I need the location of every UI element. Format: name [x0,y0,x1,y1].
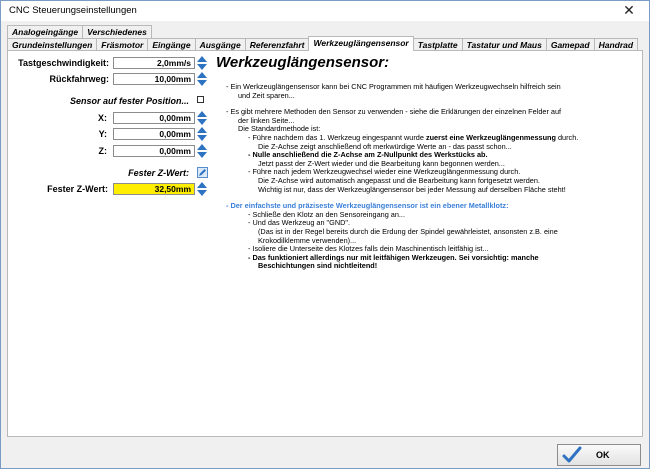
fester-z-wert-input[interactable]: 32,50mm [113,183,195,195]
tab-referenzfahrt[interactable]: Referenzfahrt [245,38,310,51]
tab-grundeinstellungen[interactable]: Grundeinstellungen [7,38,97,51]
decrease-icon[interactable] [196,63,207,70]
help-line: Beschichtungen sind nichtleitend! [258,261,378,271]
ok-label: OK [596,450,610,460]
increase-icon[interactable] [196,144,207,151]
fester-z-wert-spinner [196,182,207,196]
help-line: - Führe nach jedem Werkzeugwechsel wieder eine Werkzeuglängenmessung durch. [248,167,521,177]
y-label: Y: [98,129,107,139]
x-input[interactable]: 0,00mm [113,112,195,124]
tab-analogeingaenge[interactable]: Analogeingänge [7,25,83,38]
help-line: - Es gibt mehrere Methoden den Sensor zu verwenden - siehe die Erklärungen der einzelnen Felder auf [226,107,562,117]
rueckfahrweg-label: Rückfahrweg: [49,74,109,84]
help-line: (Das ist in der Regel bereits durch die Erdung der Spindel gewährleistet, ansonsten z.B. eine [258,226,558,236]
help-heading: Werkzeuglängensensor: [216,54,390,71]
help-line: und Zeit sparen... [238,90,295,100]
y-spinner [196,127,207,141]
tab-werkzeuglaengensensor[interactable]: Werkzeuglängensensor [308,36,413,51]
tab-eingaenge[interactable]: Eingänge [147,38,195,51]
increase-icon[interactable] [196,56,207,63]
help-line: - Führe nachdem das 1. Werkzeug eingespannt wurde zuerst eine Werkzeuglängenmessung durch. [248,132,579,142]
checkmark-icon [562,446,582,464]
tab-handrad[interactable]: Handrad [594,38,638,51]
decrease-icon[interactable] [196,79,207,86]
help-line: der linken Seite... [238,115,295,125]
help-line: - Und das Werkzeug an "GND". [248,218,350,228]
sensor-fest-label: Sensor auf fester Position... [69,96,189,106]
footer [1,438,649,468]
tab-gamepad[interactable]: Gamepad [546,38,595,51]
decrease-icon[interactable] [196,118,207,125]
help-line: Krokodilklemme verwenden)... [258,235,357,245]
x-label: X: [98,113,107,123]
sensor-fest-checkbox[interactable] [197,96,204,103]
help-line: - Schließe den Klotz an den Sensoreingang an... [248,209,405,219]
tab-row-1 [7,25,151,38]
increase-icon[interactable] [196,111,207,118]
tastgeschwindigkeit-input[interactable]: 2,0mm/s [113,57,195,69]
help-line: Die Z-Achse wird automatisch angepasst und die Bearbeitung kann fortgesetzt werden. [258,175,540,185]
rueckfahrweg-spinner [196,72,207,86]
tab-ausgaenge[interactable]: Ausgänge [195,38,246,51]
fester-z-wert-label: Fester Z-Wert: [47,184,108,194]
help-line: - Isoliere die Unterseite des Klotzes falls dein Maschinentisch leitfähig ist... [248,244,489,254]
help-line: - Ein Werkzeuglängensensor kann bei CNC Programmen mit häufigen Werkzeugwechseln hilfreich sein [226,82,561,91]
increase-icon[interactable] [196,182,207,189]
x-spinner [196,111,207,125]
ok-button[interactable] [557,444,641,466]
help-line: Jetzt passt der Z-Wert wieder und die Bearbeitung kann begonnen werden... [258,158,505,168]
rueckfahrweg-input[interactable]: 10,00mm [113,73,195,85]
help-line: - Nulle anschließend die Z-Achse am Z-Nullpunkt des Werkstücks ab. [248,150,488,160]
decrease-icon[interactable] [196,134,207,141]
help-line: - Der einfachste und präziseste Werkzeuglängensensor ist ein ebener Metallklotz: [226,201,509,211]
decrease-icon[interactable] [196,189,207,196]
pencil-icon[interactable] [197,167,208,178]
tastgeschwindigkeit-spinner [196,56,207,70]
decrease-icon[interactable] [196,151,207,158]
close-icon[interactable]: ✕ [623,2,635,18]
z-input[interactable]: 0,00mm [113,145,195,157]
tab-tastatur-und-maus[interactable]: Tastatur und Maus [462,38,547,51]
fester-z-wert-header-label: Fester Z-Wert: [128,168,189,178]
y-input[interactable]: 0,00mm [113,128,195,140]
help-text [226,83,631,271]
tastgeschwindigkeit-label: Tastgeschwindigkeit: [18,58,109,68]
tab-tastplatte[interactable]: Tastplatte [413,38,463,51]
help-line: - Das funktioniert allerdings nur mit leitfähigen Werkzeugen. Sei vorsichtig: manche [248,252,539,262]
increase-icon[interactable] [196,127,207,134]
z-spinner [196,144,207,158]
help-line: Die Z-Achse zeigt anschließend oft merkwürdige Werte an - das passt schon... [258,141,512,151]
help-line: Die Standardmethode ist: [238,124,321,134]
increase-icon[interactable] [196,72,207,79]
tab-verschiedenes[interactable]: Verschiedenes [82,25,152,38]
help-line: Wichtig ist nur, dass der Werkzeuglängensensor bei jeder Messung auf derselben Fläche steht! [258,184,566,194]
window-title: CNC Steuerungseinstellungen [9,5,137,16]
z-label: Z: [98,146,107,156]
tab-fraesmotor[interactable]: Fräsmotor [96,38,148,51]
titlebar [1,1,649,21]
